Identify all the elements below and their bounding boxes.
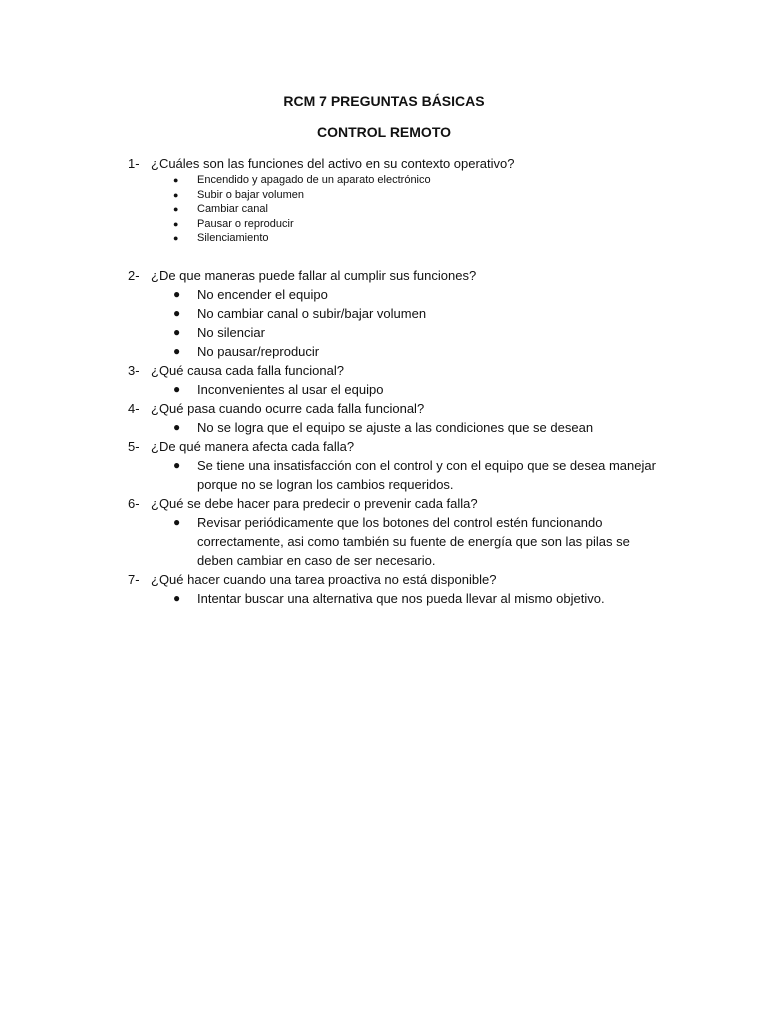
question-list [128,154,668,608]
question-number: 3- [128,362,140,378]
bullet-icon: ● [173,189,179,200]
list-item [128,323,668,342]
bullet-icon: ● [173,419,181,434]
list-item [128,188,668,203]
answer-list [128,380,668,399]
question-text: ¿Qué se debe hacer para predecir o prevenir cada falla? [151,495,478,511]
list-item [128,231,668,246]
question-2 [128,266,668,361]
answer-text: Encendido y apagado de un aparato electrónico [197,174,431,186]
answer-list [128,418,668,437]
bullet-icon: ● [173,590,181,605]
list-item [128,513,668,570]
bullet-icon: ● [173,381,181,396]
list-item [128,456,668,494]
question-4 [128,399,668,437]
bullet-icon: ● [173,175,179,185]
answer-text: Revisar periódicamente que los botones del control estén funcionando correctamente, asi como también su fuente de energía que son las pilas se deben cambiar en caso de ser necesario. [197,514,630,568]
answer-text: Intentar buscar una alternativa que nos pueda llevar al mismo objetivo. [197,590,605,606]
list-item [128,304,668,323]
answer-list [128,589,668,608]
answer-text: No cambiar canal o subir/bajar volumen [197,305,427,321]
question-heading [128,570,668,589]
answer-list [128,173,668,246]
question-6 [128,494,668,570]
answer-list [128,513,668,570]
bullet-icon: ● [173,286,181,301]
list-item [128,285,668,304]
question-5 [128,437,668,494]
question-number: 2- [128,267,140,283]
answer-text: No pausar/reproducir [197,343,320,359]
answer-text: No se logra que el equipo se ajuste a las condiciones que se desean [197,419,594,435]
answer-text: Se tiene una insatisfacción con el control y con el equipo que se desea manejar porque no se logran los cambios requeridos. [197,457,656,492]
question-heading [128,437,668,456]
answer-list [128,285,668,361]
question-3 [128,361,668,399]
question-text: ¿Qué causa cada falla funcional? [151,362,344,378]
question-text: ¿Qué pasa cuando ocurre cada falla funcional? [151,400,425,416]
list-item [128,173,668,188]
bullet-icon: ● [173,233,179,243]
bullet-icon: ● [173,204,179,214]
title-block [0,93,768,141]
bullet-icon: ● [173,343,181,358]
question-heading [128,361,668,380]
question-1 [128,154,668,246]
question-text: ¿Qué hacer cuando una tarea proactiva no está disponible? [151,571,497,587]
list-item [128,342,668,361]
question-heading [128,399,668,418]
answer-text: Silenciamiento [197,232,269,244]
list-item [128,202,668,217]
answer-text: Pausar o reproducir [197,217,294,230]
list-item [128,589,668,608]
question-number: 7- [128,571,140,587]
answer-text: Subir o bajar volumen [197,188,305,201]
question-number: 6- [128,495,140,511]
question-text: ¿Cuáles son las funciones del activo en su contexto operativo? [151,156,515,171]
answer-list [128,456,668,494]
question-number: 5- [128,438,140,454]
bullet-icon: ● [173,457,181,472]
bullet-icon: ● [173,305,181,320]
bullet-icon: ● [173,324,181,339]
question-7 [128,570,668,608]
question-number: 1- [128,156,140,171]
document-subtitle: CONTROL REMOTO [316,124,452,140]
list-item [128,217,668,232]
question-heading [128,266,668,285]
answer-text: Cambiar canal [197,203,268,215]
bullet-icon: ● [173,218,179,229]
list-item [128,380,668,399]
answer-text: No silenciar [197,324,265,340]
question-heading [128,494,668,513]
list-item [128,418,668,437]
question-number: 4- [128,400,140,416]
document-title: RCM 7 PREGUNTAS BÁSICAS [283,93,485,109]
question-text: ¿De que maneras puede fallar al cumplir sus funciones? [151,267,477,283]
question-heading [128,154,668,173]
question-text: ¿De qué manera afecta cada falla? [151,438,355,454]
answer-text: Inconvenientes al usar el equipo [197,381,384,397]
answer-text: No encender el equipo [197,286,328,302]
bullet-icon: ● [173,514,181,529]
